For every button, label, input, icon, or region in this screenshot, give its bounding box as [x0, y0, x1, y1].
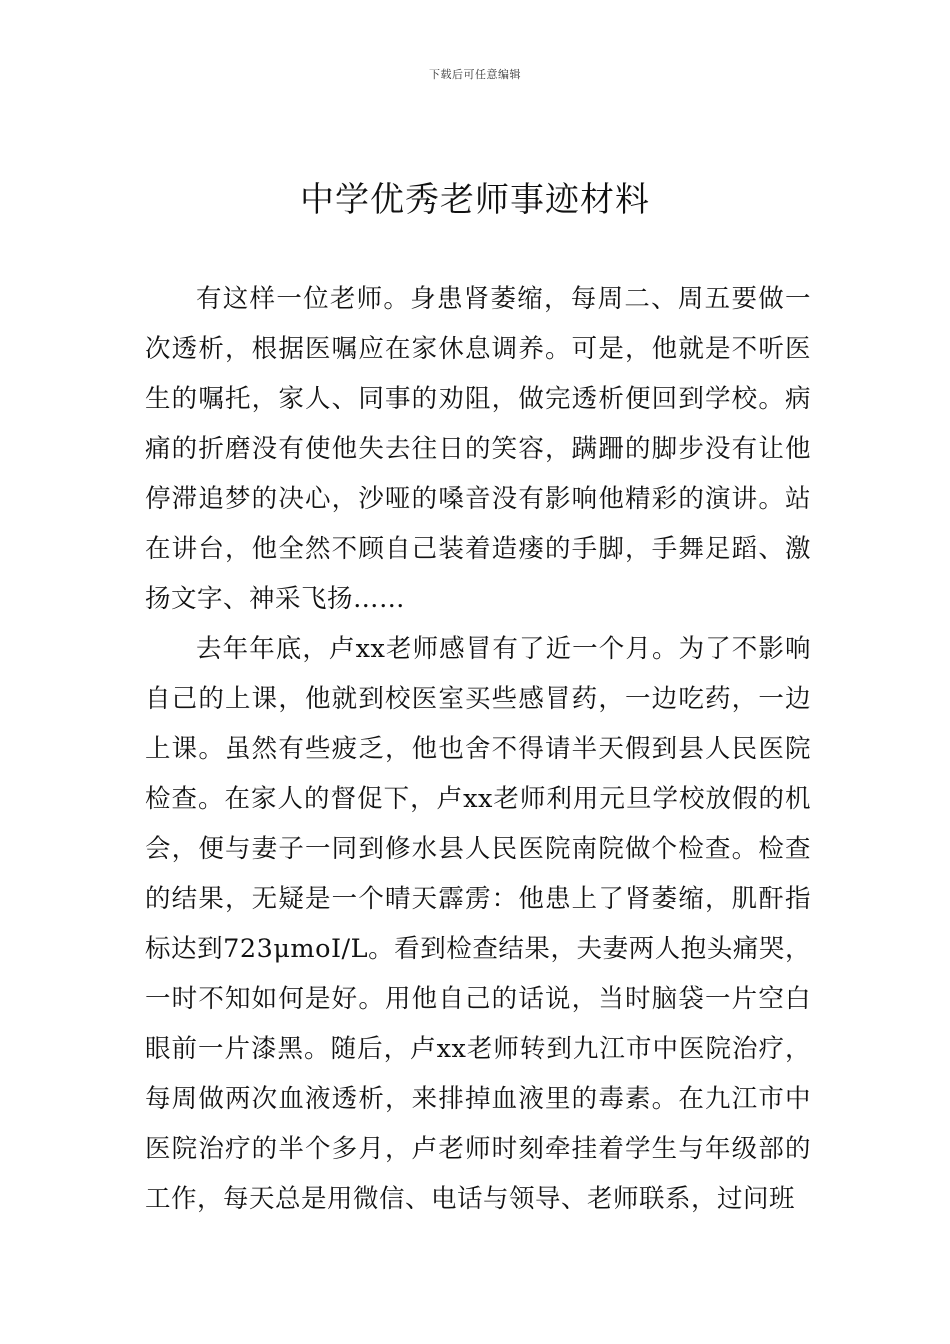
- paragraph: 去年年底，卢xx老师感冒有了近一个月。为了不影响自己的上课，他就到校医室买些感冒药，一边吃药，一边上课。虽然有些疲乏，他也舍不得请半天假到县人民医院检查。在家人的督促下，卢xx老师利用元旦学校放假的机会，便与妻子一同到修水县人民医院南院做个检查。检查的结果，无疑是一个晴天霹雳：他患上了肾萎缩，肌酐指标达到723μmoI/L。看到检查结果，夫妻两人抱头痛哭，一时不知如何是好。用他自己的话说，当时脑袋一片空白眼前一片漆黑。随后，卢xx老师转到九江市中医院治疗，每周做两次血液透析，来排掉血液里的毒素。在九江市中医院治疗的半个多月，卢老师时刻牵挂着学生与年级部的工作，每天总是用微信、电话与领导、老师联系，过问班: [145, 634, 811, 1214]
- header-note: 下载后可任意编辑: [429, 68, 521, 81]
- document-body: [145, 274, 811, 1224]
- paragraph: 有这样一位老师。身患肾萎缩，每周二、周五要做一次透析，根据医嘱应在家休息调养。可是，他就是不听医生的嘱托，家人、同事的劝阻，做完透析便回到学校。病痛的折磨没有使他失去往日的笑容，蹒跚的脚步没有让他停滞追梦的决心，沙哑的嗓音没有影响他精彩的演讲。站在讲台，他全然不顾自己装着造瘘的手脚，手舞足蹈、激扬文字、神采飞扬……: [145, 284, 811, 614]
- document-title: 中学优秀老师事迹材料: [300, 180, 650, 220]
